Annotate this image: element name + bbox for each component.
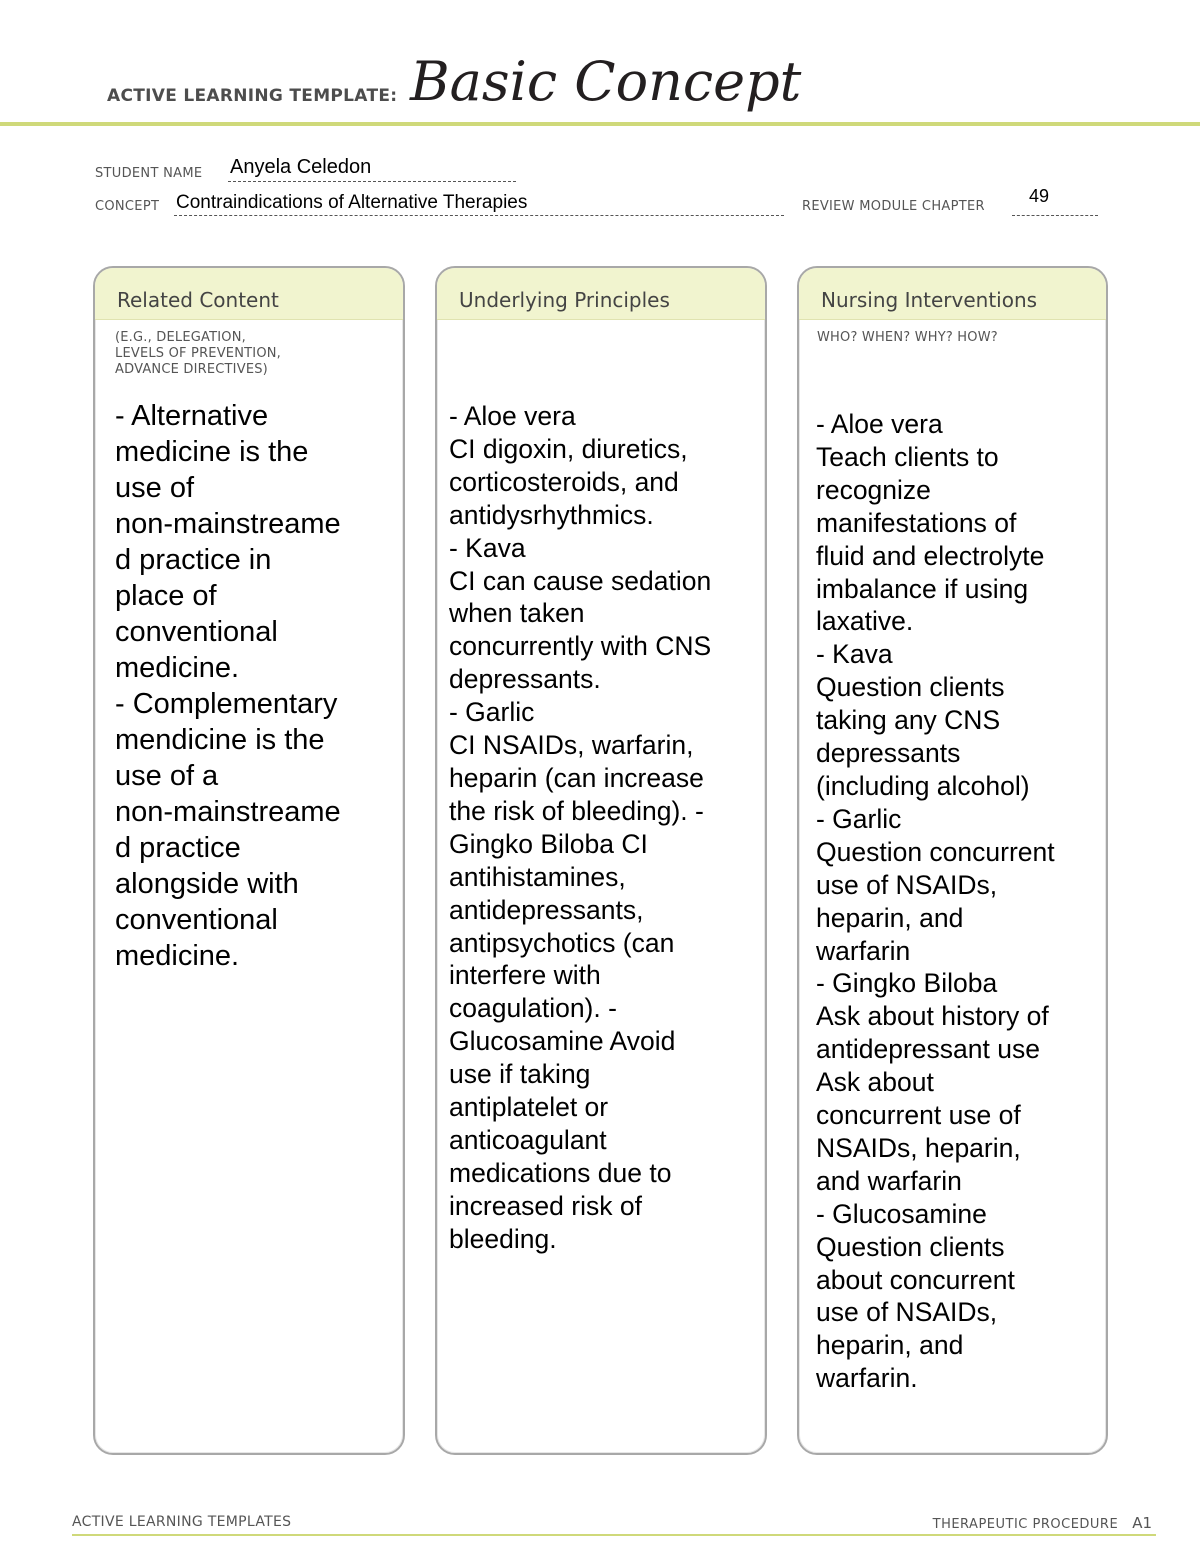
underlying-principles-body[interactable]: - Aloe vera CI digoxin, diuretics, corticosteroids, and antidysrhythmics. - Kava CI can cause sedation when taken concurrently with CNS depressants. - Garlic CI NSAIDs, warfarin, heparin (can increase the risk of bleeding). - Gingko Biloba CI antihistamines, antidepressants, antipsychotics (can interfere with coagulation). - Glucosamine Avoid use if taking antiplatelet or anticoagulant medications due to increased risk of bleeding. — [449, 401, 712, 1254]
student-name-label: STUDENT NAME — [95, 166, 203, 181]
related-content-column — [93, 266, 405, 1455]
page-number: A1 — [1132, 1514, 1152, 1532]
template-label: ACTIVE LEARNING TEMPLATE: — [107, 86, 398, 106]
concept-label: CONCEPT — [95, 199, 160, 214]
related-content-body[interactable]: - Alternative medicine is the use of non-mainstreame d practice in place of conventional medicine. - Complementary mendicine is the use of a non-mainstreame d practice alongside with conventional medicine. — [115, 400, 341, 972]
chapter-label: REVIEW MODULE CHAPTER — [802, 199, 985, 214]
concept-field[interactable]: Contraindications of Alternative Therapies — [176, 192, 528, 213]
nursing-interventions-header — [799, 268, 1106, 320]
chapter-underline — [1012, 215, 1098, 216]
footer-right-label: THERAPEUTIC PROCEDURE — [932, 1517, 1119, 1532]
footer-left-label: ACTIVE LEARNING TEMPLATES — [72, 1514, 292, 1530]
nursing-interventions-subtitle: WHO? WHEN? WHY? HOW? — [817, 330, 998, 345]
related-content-title: Related Content — [117, 288, 279, 312]
nursing-interventions-title: Nursing Interventions — [821, 288, 1038, 312]
header-rule — [0, 122, 1200, 126]
underlying-principles-column — [435, 266, 767, 1455]
student-name-underline — [228, 181, 516, 182]
related-content-subtitle: (E.G., DELEGATION, LEVELS OF PREVENTION, ADVANCE DIRECTIVES) — [115, 330, 282, 377]
student-name-field[interactable]: Anyela Celedon — [230, 156, 372, 178]
chapter-field[interactable]: 49 — [1029, 186, 1050, 206]
underlying-principles-title: Underlying Principles — [459, 288, 670, 312]
concept-underline — [174, 215, 784, 216]
footer-rule — [72, 1534, 1156, 1536]
nursing-interventions-body[interactable]: - Aloe vera Teach clients to recognize manifestations of fluid and electrolyte imbalance if using laxative. - Kava Question clients taking any CNS depressants (including alcohol) - Garlic Question concurrent use of NSAIDs, heparin, and warfarin - Gingko Biloba Ask about history of antidepressant use Ask about concurrent use of NSAIDs, heparin, and warfarin - Glucosamine Question clients about concurrent use of NSAIDs, heparin, and warfarin. — [816, 409, 1055, 1394]
underlying-principles-header — [437, 268, 765, 320]
footer-right — [933, 1514, 1152, 1532]
related-content-header — [95, 268, 403, 320]
template-title: Basic Concept — [410, 50, 802, 113]
nursing-interventions-column — [797, 266, 1108, 1455]
